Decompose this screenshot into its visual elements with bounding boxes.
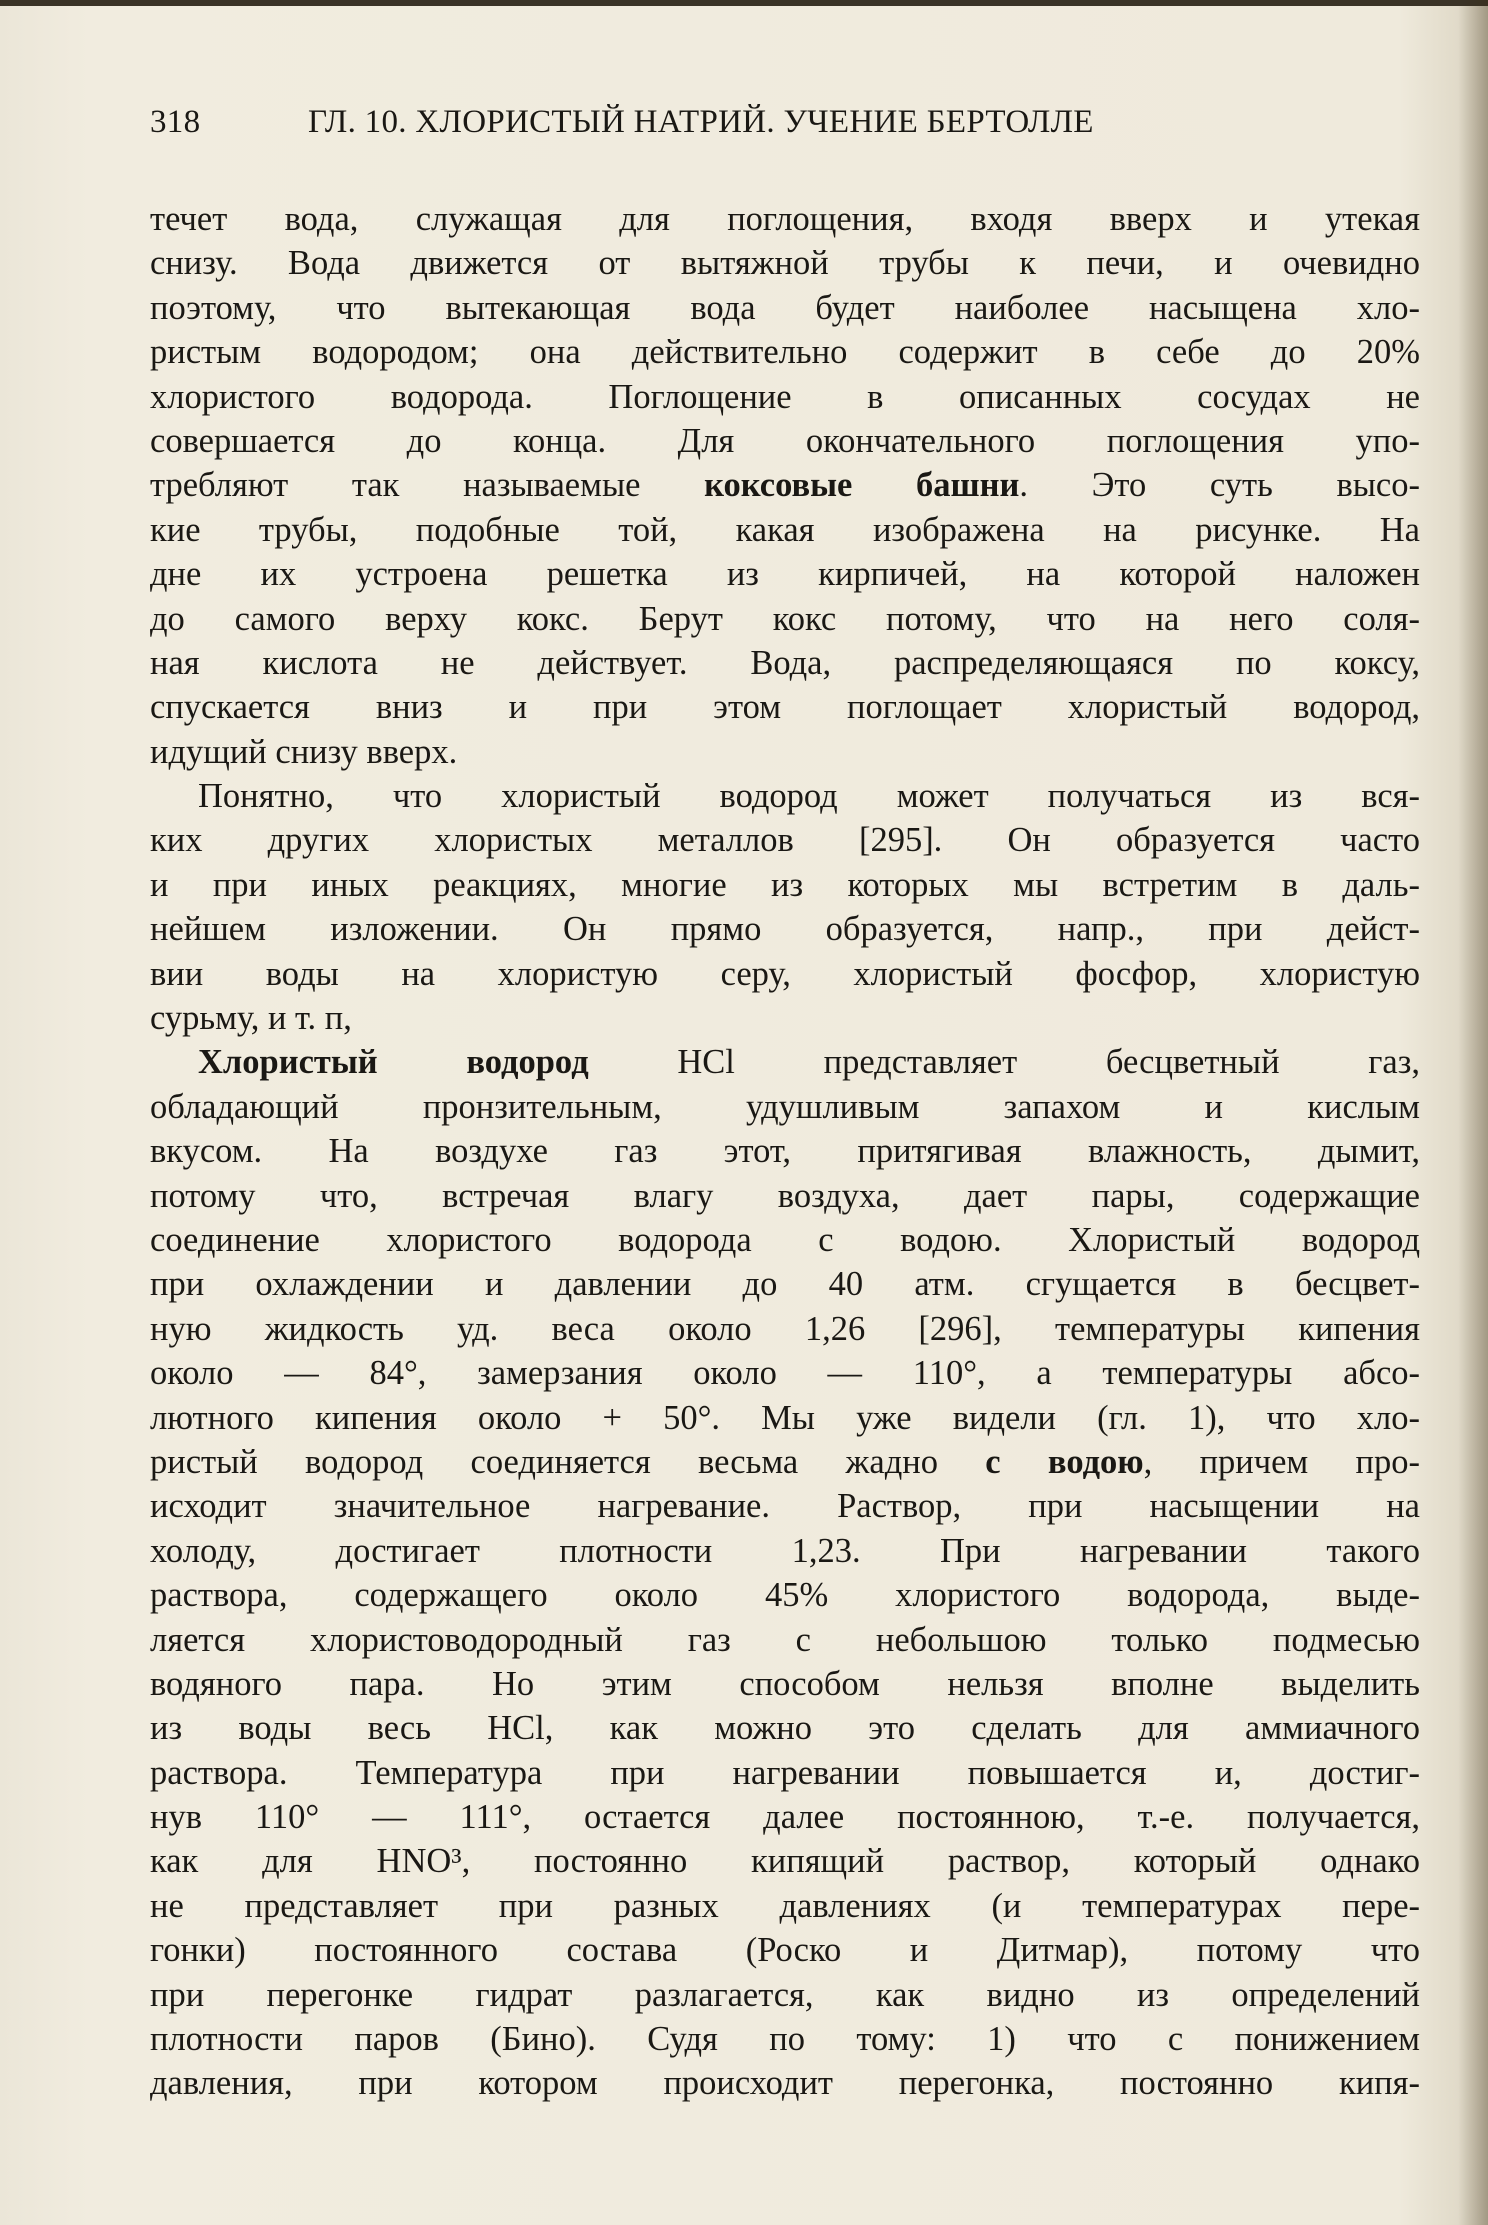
text-line: соединение хлористого водорода с водою. Хлористый водород <box>150 1220 1420 1259</box>
running-header <box>150 104 1400 154</box>
text-line <box>150 463 1420 507</box>
text-line: давления, при котором происходит перегонка, постоянно кипя- <box>150 2064 1420 2103</box>
text-line: Понятно, что хлористый водород может получаться из вся- <box>198 777 1420 816</box>
text-line: вкусом. На воздухе газ этот, притягивая влажность, дымит, <box>150 1132 1420 1171</box>
text-line: при охлаждении и давлении до 40 атм. сгущается в бесцвет- <box>150 1265 1420 1304</box>
body-text <box>150 197 1420 2106</box>
text-line: из воды весь HCl, как можно это сделать для аммиачного <box>150 1709 1420 1748</box>
text-run: ристый водород соединяется весьма жадно <box>150 1442 986 1481</box>
text-line: ких других хлористых металлов [295]. Он образуется часто <box>150 821 1420 860</box>
text-line: плотности паров (Бино). Судя по тому: 1) что с понижением <box>150 2020 1420 2059</box>
text-line: и при иных реакциях, многие из которых мы встретим в даль- <box>150 865 1420 904</box>
text-line: идущий снизу вверх. <box>150 732 458 771</box>
text-run: , причем про- <box>1143 1442 1421 1481</box>
text-line: ную жидкость уд. веса около 1,26 [296], температуры кипения <box>150 1309 1420 1348</box>
text-line: гонки) постоянного состава (Роско и Дитмар), потому что <box>150 1931 1420 1970</box>
text-line: не представляет при разных давлениях (и температурах пере- <box>150 1886 1420 1925</box>
running-title: ГЛ. 10. ХЛОРИСТЫЙ НАТРИЙ. УЧЕНИЕ БЕРТОЛЛЕ <box>308 104 1094 140</box>
page-edge-shadow <box>1458 0 1488 2225</box>
text-line: водяного пара. Но этим способом нельзя вполне выделить <box>150 1664 1420 1703</box>
text-line: лютного кипения около + 50°. Мы уже видели (гл. 1), что хло- <box>150 1398 1420 1437</box>
text-line: ристым водородом; она действительно содержит в себе до 20% <box>150 333 1420 372</box>
text-line: ная кислота не действует. Вода, распределяющаяся по коксу, <box>150 643 1420 682</box>
text-line: сурьму, и т. п, <box>150 999 352 1038</box>
text-line: при перегонке гидрат разлагается, как видно из определений <box>150 1975 1420 2014</box>
text-line: дне их устроена решетка из кирпичей, на которой наложен <box>150 555 1420 594</box>
text-line: хлористого водорода. Поглощение в описанных сосудах не <box>150 377 1420 416</box>
text-line: раствора. Температура при нагревании повышается и, достиг- <box>150 1753 1420 1792</box>
text-line: нейшем изложении. Он прямо образуется, напр., при дейст- <box>150 910 1420 949</box>
text-line: ляется хлористоводородный газ с небольшою только подмесью <box>150 1620 1420 1659</box>
text-line: холоду, достигает плотности 1,23. При нагревании такого <box>150 1531 1420 1570</box>
text-line: до самого верху кокс. Берут кокс потому, что на него соля- <box>150 599 1420 638</box>
bold-term-koksovye-bashni: коксовые башни <box>704 466 1020 505</box>
text-line: обладающий пронзительным, удушливым запахом и кислым <box>150 1087 1420 1126</box>
text-line: как для HNO³, постоянно кипящий раствор, который однако <box>150 1842 1420 1881</box>
text-line: снизу. Вода движется от вытяжной трубы к печи, и очевидно <box>150 244 1420 283</box>
text-line: раствора, содержащего около 45% хлористого водорода, выде- <box>150 1576 1420 1615</box>
text-line: исходит значительное нагревание. Раствор, при насыщении на <box>150 1487 1420 1526</box>
text-run: требляют так называемые <box>150 466 705 505</box>
text-line: вии воды на хлористую серу, хлористый фосфор, хлористую <box>150 954 1420 993</box>
text-line: течет вода, служащая для поглощения, входя вверх и утекая <box>150 200 1420 238</box>
bold-term-khloristyi-vodorod: Хлористый водород <box>198 1043 589 1082</box>
page-top-edge <box>0 0 1488 6</box>
page-number: 318 <box>150 104 201 140</box>
bold-term-s-vodoyu: с водою <box>985 1442 1144 1481</box>
text-line: спускается вниз и при этом поглощает хлористый водород, <box>150 688 1420 727</box>
text-line: поэтому, что вытекающая вода будет наиболее насыщена хло- <box>150 288 1420 327</box>
text-line: около — 84°, замерзания около — 110°, а температуры абсо- <box>150 1354 1420 1393</box>
text-line: потому что, встречая влагу воздуха, дает пары, содержащие <box>150 1176 1420 1215</box>
text-run: HCl представляет бесцветный газ, <box>588 1043 1420 1082</box>
text-line <box>150 1040 1420 1084</box>
text-line <box>150 1440 1420 1484</box>
text-line: кие трубы, подобные той, какая изображена на рисунке. На <box>150 510 1420 549</box>
text-run: . Это суть высо- <box>1019 466 1420 505</box>
text-line: совершается до конца. Для окончательного поглощения упо- <box>150 421 1420 460</box>
text-line: нув 110° — 111°, остается далее постоянною, т.-е. получается, <box>150 1798 1420 1837</box>
